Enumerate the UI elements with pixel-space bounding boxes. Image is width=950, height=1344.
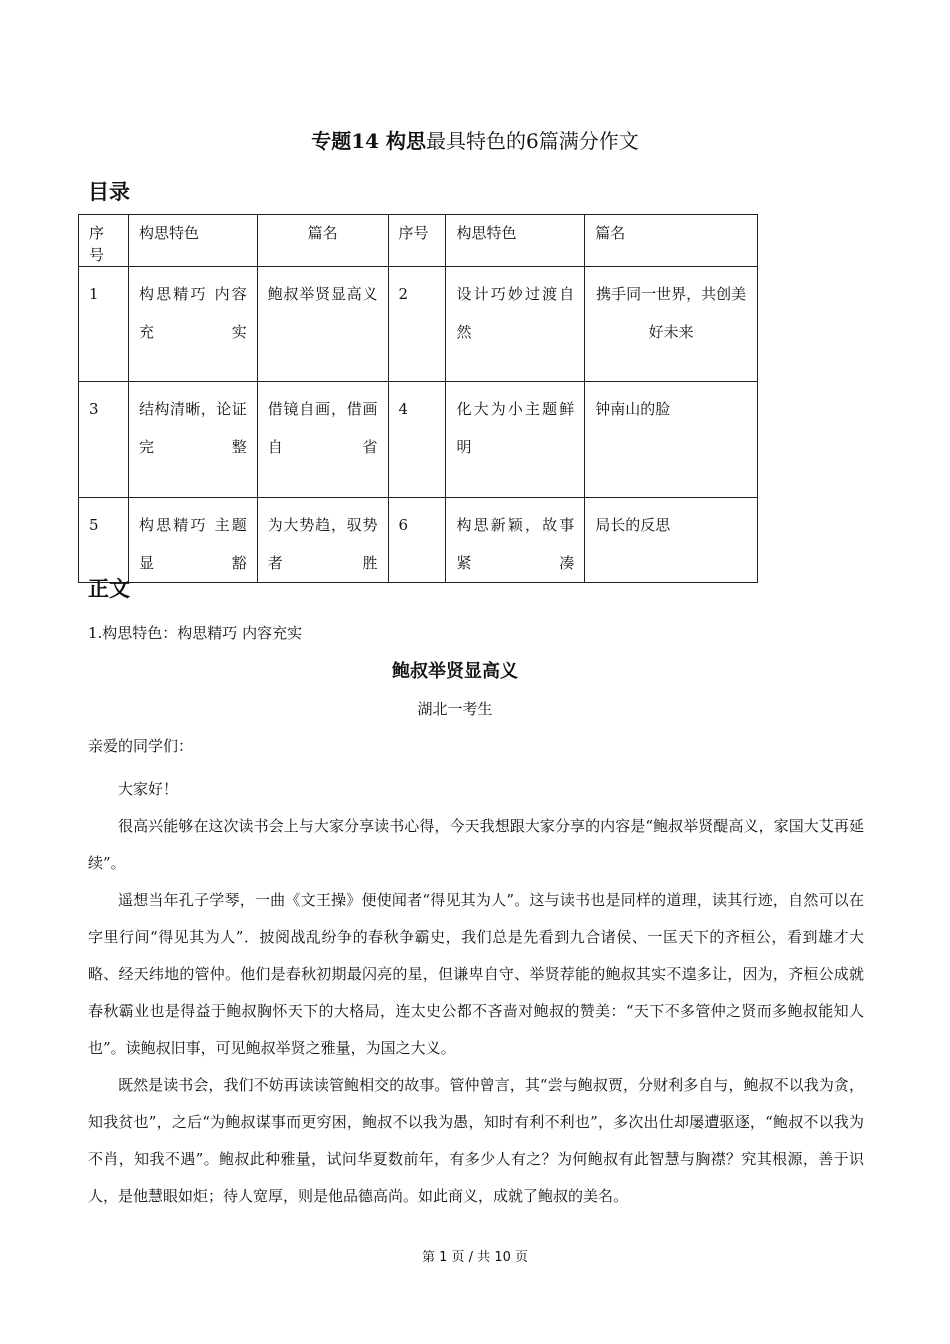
document-title	[0, 125, 950, 154]
toc-cell-number: 3	[79, 382, 129, 498]
toc-cell-feature: 构思新颖，故事紧凑	[446, 498, 585, 583]
toc-header-cell: 构思特色	[128, 215, 257, 267]
toc-cell-title: 钟南山的脸	[585, 382, 758, 498]
paragraph: 既然是读书会，我们不妨再读读管鲍相交的故事。管仲曾言，其“尝与鲍叔贾，分财利多自与，鲍叔不以我为贪，知我贫也”，之后“为鲍叔谋事而更穷困，鲍叔不以我为愚，知时有利不利也”，多次出仕却屡遭驱逐，“鲍叔不以我为不肖，知我不遇”。鲍叔此种雅量，试问华夏数前年，有多少人有之？为何鲍叔有此智慧与胸襟？究其根源，善于识人，是他慧眼如炬；待人宽厚，则是他品德高尚。如此商义，成就了鲍叔的美名。	[88, 1076, 864, 1205]
toc-cell-number: 6	[388, 498, 446, 583]
paragraph: 遥想当年孔子学琴，一曲《文王操》便使闻者“得见其为人”。这与读书也是同样的道理，读其行迹，自然可以在字里行间“得见其为人”．披阅战乱纷争的春秋争霸史，我们总是先看到九合诸侯、一匡天下的齐桓公，看到雄才大略、经天纬地的管仲。他们是春秋初期最闪亮的星，但谦卑自守、举贤荐能的鲍叔其实不遑多让，因为，齐桓公成就春秋霸业也是得益于鲍叔胸怀天下的大格局，连太史公都不吝啬对鲍叔的赞美：“天下不多管仲之贤而多鲍叔能知人也”。读鲍叔旧事，可见鲍叔举贤之雅量，为国之大义。	[88, 891, 864, 1057]
toc-cell-feature: 构思精巧 内容充实	[128, 267, 257, 382]
toc-header-cell: 序号	[388, 215, 446, 267]
toc-cell-feature: 设计巧妙过渡自然	[446, 267, 585, 382]
salutation: 亲爱的同学们：	[88, 737, 194, 755]
toc-cell-title: 鲍叔举贤显高义	[257, 267, 388, 382]
article-title: 鲍叔举贤显高义	[392, 661, 518, 682]
toc-cell-title: 局长的反思	[585, 498, 758, 583]
toc-row	[79, 382, 758, 498]
toc-row	[79, 267, 758, 382]
toc-heading: 目录	[88, 180, 130, 204]
toc-cell-feature: 构思精巧 主题显豁	[128, 498, 257, 583]
page-footer: 第 1 页 / 共 10 页	[422, 1250, 528, 1265]
toc-cell-number: 4	[388, 382, 446, 498]
toc-cell-number: 5	[79, 498, 129, 583]
section-label: 1.构思特色：构思精巧 内容充实	[88, 624, 303, 642]
toc-header-cell: 序号	[79, 215, 129, 267]
title-rest-part: 最具特色的6篇满分作文	[426, 129, 639, 153]
toc-cell-number: 2	[388, 267, 446, 382]
toc-header-cell: 构思特色	[446, 215, 585, 267]
title-bold-part: 专题14 构思	[311, 129, 427, 153]
toc-cell-number: 1	[79, 267, 129, 382]
toc-header-cell: 篇名	[257, 215, 388, 267]
toc-table	[78, 214, 758, 583]
toc-row	[79, 498, 758, 583]
article-author: 湖北一考生	[417, 700, 493, 718]
paragraph: 大家好！	[118, 780, 179, 798]
body-heading: 正文	[88, 577, 130, 601]
toc-cell-title: 为大势趋，驭势者胜	[257, 498, 388, 583]
toc-header-row	[79, 215, 758, 267]
toc-cell-title: 借镜自画，借画自省	[257, 382, 388, 498]
toc-cell-title: 携手同一世界，共创美好未来	[585, 267, 758, 382]
toc-cell-feature: 化大为小主题鲜明	[446, 382, 585, 498]
toc-header-cell: 篇名	[585, 215, 758, 267]
paragraph: 很高兴能够在这次读书会上与大家分享读书心得，今天我想跟大家分享的内容是“鲍叔举贤醍高义，家国大艾再延续”。	[88, 817, 864, 872]
toc-cell-feature: 结构清晰，论证完整	[128, 382, 257, 498]
